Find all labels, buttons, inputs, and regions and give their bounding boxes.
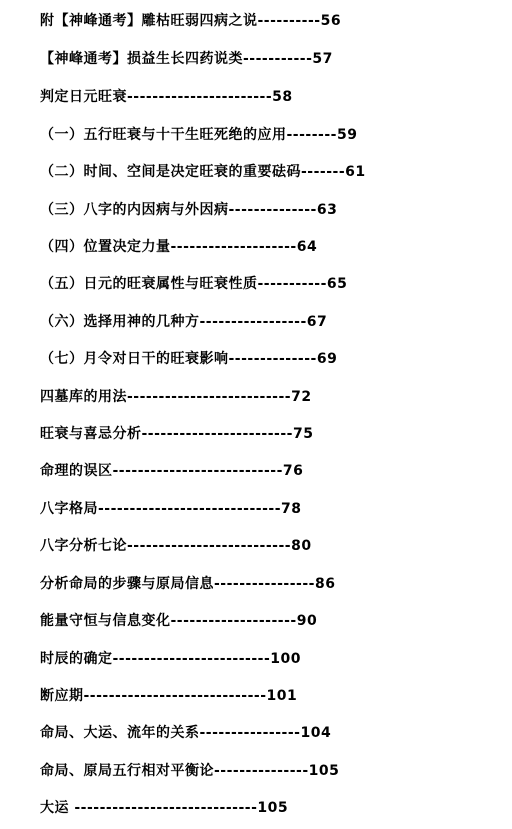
toc-entry: 四墓库的用法--------------------------72 <box>40 389 312 405</box>
toc-entry: 判定日元旺衰-----------------------58 <box>40 89 293 105</box>
toc-entry: 【神峰通考】损益生长四药说类-----------57 <box>40 51 333 67</box>
toc-entry: 八字分析七论--------------------------80 <box>40 538 312 554</box>
toc-entry: 附【神峰通考】雕枯旺弱四病之说----------56 <box>40 13 342 29</box>
toc-entry: （二）时间、空间是决定旺衰的重要砝码-------61 <box>40 164 366 180</box>
toc-entry: （五）日元的旺衰属性与旺衰性质-----------65 <box>40 276 348 292</box>
toc-entry: （七）月令对日干的旺衰影响--------------69 <box>40 351 338 367</box>
toc-entry: （六）选择用神的几种方-----------------67 <box>40 314 328 330</box>
toc-entry: （四）位置决定力量--------------------64 <box>40 239 318 255</box>
toc-entry: 命局、大运、流年的关系----------------104 <box>40 725 332 741</box>
toc-entry: 能量守恒与信息变化--------------------90 <box>40 613 318 629</box>
toc-entry: 八字格局-----------------------------78 <box>40 501 302 517</box>
toc-entry: 旺衰与喜忌分析------------------------75 <box>40 426 314 442</box>
toc-entry: 分析命局的步骤与原局信息----------------86 <box>40 576 336 592</box>
toc-entry: （一）五行旺衰与十干生旺死绝的应用--------59 <box>40 127 358 143</box>
toc-entry: 时辰的确定-------------------------100 <box>40 651 301 667</box>
toc-entry: 命理的误区---------------------------76 <box>40 463 304 479</box>
toc-entry: 断应期-----------------------------101 <box>40 688 298 704</box>
toc-entry: 命局、原局五行相对平衡论---------------105 <box>40 763 340 779</box>
toc-entry: 大运 -----------------------------105 <box>40 800 289 816</box>
toc-entry: （三）八字的内因病与外因病--------------63 <box>40 202 338 218</box>
